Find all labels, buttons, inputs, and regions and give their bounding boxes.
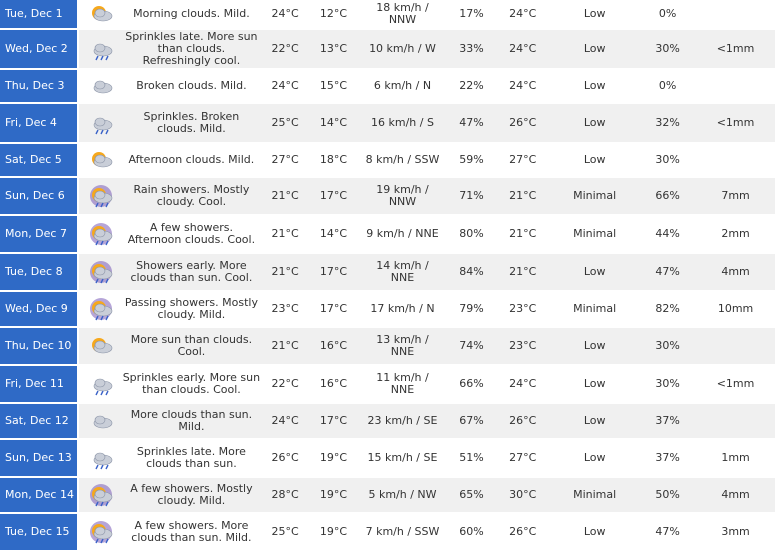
realfeel-temp: 26°C: [495, 404, 550, 440]
precip-chance: 37%: [639, 440, 696, 478]
realfeel-temp: 21°C: [495, 254, 550, 292]
uv-index: Minimal: [550, 478, 639, 514]
precip-amount: 3mm: [696, 514, 775, 552]
low-temp: 13°C: [310, 30, 357, 70]
forecast-row[interactable]: [0, 514, 775, 552]
low-temp: 15°C: [310, 70, 357, 104]
low-temp: 14°C: [310, 104, 357, 144]
weather-icon-cell: [79, 254, 123, 292]
forecast-row[interactable]: [0, 404, 775, 440]
high-temp: 22°C: [260, 30, 309, 70]
wind-speed-direction: 15 km/h / SE: [357, 440, 448, 478]
sun-cloud-icon: [88, 7, 114, 20]
condition-text: Sprinkles early. More sun than clouds. Cool.: [122, 366, 260, 404]
condition-text: Sprinkles late. More sun than clouds. Refreshingly cool.: [122, 30, 260, 70]
high-temp: 23°C: [260, 292, 309, 328]
uv-index: Minimal: [550, 216, 639, 254]
cloud-icon: [88, 79, 114, 92]
sun-rain-icon: [88, 488, 114, 501]
low-temp: 19°C: [310, 514, 357, 552]
humidity-value: 33%: [448, 30, 495, 70]
humidity-value: 17%: [448, 0, 495, 30]
weather-icon-cell: [79, 404, 123, 440]
uv-index: Low: [550, 328, 639, 366]
humidity-value: 84%: [448, 254, 495, 292]
cloud-drizzle-icon: [88, 377, 114, 390]
precip-chance: 0%: [639, 0, 696, 30]
uv-index: Low: [550, 70, 639, 104]
wind-speed-direction: 7 km/h / SSW: [357, 514, 448, 552]
precip-amount: 7mm: [696, 178, 775, 216]
precip-amount: [696, 144, 775, 178]
high-temp: 25°C: [260, 104, 309, 144]
sun-rain-icon: [88, 302, 114, 315]
high-temp: 24°C: [260, 404, 309, 440]
day-label[interactable]: Tue, Dec 8: [0, 254, 79, 292]
condition-text: Broken clouds. Mild.: [122, 70, 260, 104]
weather-icon-cell: [79, 478, 123, 514]
wind-speed-direction: 10 km/h / W: [357, 30, 448, 70]
precip-chance: 30%: [639, 366, 696, 404]
high-temp: 21°C: [260, 178, 309, 216]
cloud-drizzle-icon: [88, 116, 114, 129]
day-label[interactable]: Sun, Dec 13: [0, 440, 79, 478]
precip-chance: 30%: [639, 328, 696, 366]
precip-amount: [696, 328, 775, 366]
day-label[interactable]: Fri, Dec 4: [0, 104, 79, 144]
humidity-value: 67%: [448, 404, 495, 440]
weather-icon-cell: [79, 292, 123, 328]
day-label[interactable]: Tue, Dec 15: [0, 514, 79, 552]
precip-chance: 44%: [639, 216, 696, 254]
weather-icon-cell: [79, 178, 123, 216]
condition-text: A few showers. More clouds than sun. Mild.: [122, 514, 260, 552]
weather-icon-cell: [79, 216, 123, 254]
sun-rain-icon: [88, 227, 114, 240]
realfeel-temp: 24°C: [495, 0, 550, 30]
day-label[interactable]: Sat, Dec 5: [0, 144, 79, 178]
wind-speed-direction: 19 km/h / NNW: [357, 178, 448, 216]
weather-icon-cell: [79, 440, 123, 478]
sun-cloud-icon: [88, 339, 114, 352]
wind-speed-direction: 6 km/h / N: [357, 70, 448, 104]
condition-text: A few showers. Mostly cloudy. Mild.: [122, 478, 260, 514]
high-temp: 21°C: [260, 216, 309, 254]
weather-icon-cell: [79, 30, 123, 70]
low-temp: 14°C: [310, 216, 357, 254]
day-label[interactable]: Wed, Dec 9: [0, 292, 79, 328]
low-temp: 16°C: [310, 366, 357, 404]
humidity-value: 22%: [448, 70, 495, 104]
forecast-row[interactable]: [0, 292, 775, 328]
condition-text: Rain showers. Mostly cloudy. Cool.: [122, 178, 260, 216]
uv-index: Low: [550, 366, 639, 404]
humidity-value: 79%: [448, 292, 495, 328]
high-temp: 25°C: [260, 514, 309, 552]
precip-amount: 10mm: [696, 292, 775, 328]
realfeel-temp: 24°C: [495, 30, 550, 70]
low-temp: 17°C: [310, 254, 357, 292]
condition-text: Afternoon clouds. Mild.: [122, 144, 260, 178]
precip-chance: 50%: [639, 478, 696, 514]
wind-speed-direction: 8 km/h / SSW: [357, 144, 448, 178]
condition-text: Sprinkles late. More clouds than sun.: [122, 440, 260, 478]
humidity-value: 71%: [448, 178, 495, 216]
realfeel-temp: 27°C: [495, 440, 550, 478]
high-temp: 26°C: [260, 440, 309, 478]
condition-text: Sprinkles. Broken clouds. Mild.: [122, 104, 260, 144]
wind-speed-direction: 18 km/h / NNW: [357, 0, 448, 30]
high-temp: 21°C: [260, 254, 309, 292]
sun-rain-icon: [88, 525, 114, 538]
day-label[interactable]: Sun, Dec 6: [0, 178, 79, 216]
forecast-row[interactable]: [0, 144, 775, 178]
weather-icon-cell: [79, 144, 123, 178]
precip-chance: 32%: [639, 104, 696, 144]
weather-icon-cell: [79, 366, 123, 404]
forecast-row[interactable]: [0, 328, 775, 366]
low-temp: 18°C: [310, 144, 357, 178]
humidity-value: 47%: [448, 104, 495, 144]
uv-index: Minimal: [550, 178, 639, 216]
precip-chance: 47%: [639, 514, 696, 552]
precip-amount: 4mm: [696, 254, 775, 292]
day-label[interactable]: Mon, Dec 7: [0, 216, 79, 254]
realfeel-temp: 26°C: [495, 104, 550, 144]
weather-icon-cell: [79, 70, 123, 104]
uv-index: Low: [550, 514, 639, 552]
condition-text: Showers early. More clouds than sun. Cool.: [122, 254, 260, 292]
precip-amount: 2mm: [696, 216, 775, 254]
precip-amount: <1mm: [696, 30, 775, 70]
humidity-value: 74%: [448, 328, 495, 366]
realfeel-temp: 23°C: [495, 292, 550, 328]
forecast-row[interactable]: [0, 104, 775, 144]
forecast-row[interactable]: [0, 216, 775, 254]
cloud-drizzle-icon: [88, 451, 114, 464]
forecast-row[interactable]: [0, 70, 775, 104]
humidity-value: 51%: [448, 440, 495, 478]
precip-amount: <1mm: [696, 366, 775, 404]
wind-speed-direction: 13 km/h / NNE: [357, 328, 448, 366]
precip-chance: 66%: [639, 178, 696, 216]
weather-icon-cell: [79, 0, 123, 30]
wind-speed-direction: 9 km/h / NNE: [357, 216, 448, 254]
uv-index: Low: [550, 440, 639, 478]
low-temp: 17°C: [310, 178, 357, 216]
condition-text: More clouds than sun. Mild.: [122, 404, 260, 440]
condition-text: A few showers. Afternoon clouds. Cool.: [122, 216, 260, 254]
humidity-value: 60%: [448, 514, 495, 552]
precip-chance: 30%: [639, 30, 696, 70]
sun-rain-icon: [88, 189, 114, 202]
day-label[interactable]: Tue, Dec 1: [0, 0, 79, 30]
realfeel-temp: 21°C: [495, 216, 550, 254]
high-temp: 24°C: [260, 0, 309, 30]
day-label[interactable]: Wed, Dec 2: [0, 30, 79, 70]
forecast-row[interactable]: [0, 30, 775, 70]
low-temp: 19°C: [310, 440, 357, 478]
realfeel-temp: 27°C: [495, 144, 550, 178]
humidity-value: 66%: [448, 366, 495, 404]
precip-amount: [696, 0, 775, 30]
low-temp: 17°C: [310, 404, 357, 440]
realfeel-temp: 26°C: [495, 514, 550, 552]
low-temp: 16°C: [310, 328, 357, 366]
wind-speed-direction: 14 km/h / NNE: [357, 254, 448, 292]
realfeel-temp: 24°C: [495, 366, 550, 404]
uv-index: Low: [550, 254, 639, 292]
weather-icon-cell: [79, 514, 123, 552]
sun-rain-icon: [88, 265, 114, 278]
day-label[interactable]: Thu, Dec 10: [0, 328, 79, 366]
uv-index: Low: [550, 30, 639, 70]
cloud-icon: [88, 414, 114, 427]
humidity-value: 80%: [448, 216, 495, 254]
sun-cloud-icon: [88, 153, 114, 166]
forecast-row[interactable]: [0, 178, 775, 216]
uv-index: Low: [550, 104, 639, 144]
precip-amount: [696, 70, 775, 104]
precip-chance: 82%: [639, 292, 696, 328]
condition-text: Passing showers. Mostly cloudy. Mild.: [122, 292, 260, 328]
realfeel-temp: 30°C: [495, 478, 550, 514]
precip-amount: <1mm: [696, 104, 775, 144]
precip-amount: [696, 404, 775, 440]
day-label[interactable]: Fri, Dec 11: [0, 366, 79, 404]
forecast-row[interactable]: [0, 0, 775, 30]
humidity-value: 65%: [448, 478, 495, 514]
forecast-row[interactable]: [0, 254, 775, 292]
low-temp: 17°C: [310, 292, 357, 328]
uv-index: Low: [550, 0, 639, 30]
precip-chance: 30%: [639, 144, 696, 178]
precip-amount: 1mm: [696, 440, 775, 478]
high-temp: 21°C: [260, 328, 309, 366]
low-temp: 12°C: [310, 0, 357, 30]
day-label[interactable]: Thu, Dec 3: [0, 70, 79, 104]
high-temp: 27°C: [260, 144, 309, 178]
wind-speed-direction: 23 km/h / SE: [357, 404, 448, 440]
uv-index: Low: [550, 404, 639, 440]
day-label[interactable]: Mon, Dec 14: [0, 478, 79, 514]
high-temp: 28°C: [260, 478, 309, 514]
uv-index: Minimal: [550, 292, 639, 328]
forecast-row[interactable]: [0, 440, 775, 478]
humidity-value: 59%: [448, 144, 495, 178]
precip-chance: 37%: [639, 404, 696, 440]
wind-speed-direction: 17 km/h / N: [357, 292, 448, 328]
condition-text: More sun than clouds. Cool.: [122, 328, 260, 366]
cloud-drizzle-icon: [88, 42, 114, 55]
condition-text: Morning clouds. Mild.: [122, 0, 260, 30]
precip-chance: 0%: [639, 70, 696, 104]
realfeel-temp: 23°C: [495, 328, 550, 366]
wind-speed-direction: 5 km/h / NW: [357, 478, 448, 514]
forecast-row[interactable]: [0, 478, 775, 514]
precip-amount: 4mm: [696, 478, 775, 514]
weather-icon-cell: [79, 104, 123, 144]
low-temp: 19°C: [310, 478, 357, 514]
high-temp: 22°C: [260, 366, 309, 404]
wind-speed-direction: 16 km/h / S: [357, 104, 448, 144]
uv-index: Low: [550, 144, 639, 178]
precip-chance: 47%: [639, 254, 696, 292]
realfeel-temp: 24°C: [495, 70, 550, 104]
day-label[interactable]: Sat, Dec 12: [0, 404, 79, 440]
weather-icon-cell: [79, 328, 123, 366]
forecast-row[interactable]: [0, 366, 775, 404]
wind-speed-direction: 11 km/h / NNE: [357, 366, 448, 404]
high-temp: 24°C: [260, 70, 309, 104]
realfeel-temp: 21°C: [495, 178, 550, 216]
